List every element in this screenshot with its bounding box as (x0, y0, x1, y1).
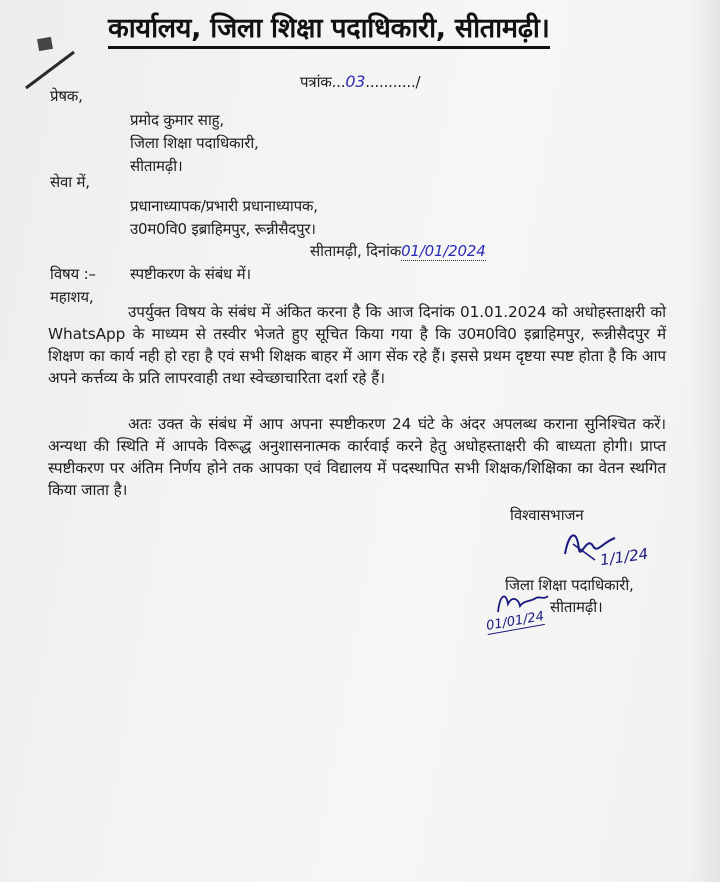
recipient-label: सेवा में, (50, 173, 90, 191)
ref-number: 03 (345, 72, 366, 91)
ref-line: पत्रांक...03.........../ (300, 72, 421, 91)
sender-name: प्रमोद कुमार साहु, (130, 111, 224, 129)
sender-designation: जिला शिक्षा पदाधिकारी, (130, 134, 259, 152)
initials-date: 01/01/24 (485, 609, 546, 634)
body-paragraph-1: उपर्युक्त विषय के संबंध में अंकित करना है कि आज दिनांक 01.01.2024 को अधोहस्ताक्षरी को WhatsApp के माध्यम से तस्वीर भेजते हुए सूचित किया गया है कि उ0म0वि0 इब्राहिमपुर, रून्नीसैदपुर में शिक्षण का कार्य नही हो रहा है एवं सभी शिक्षक बाहर में आग सेंक रहे हैं। इससे प्रथम दृष्टया स्पष्ट होता है कि आप अपने कर्त्तव्य के प्रति लापरवाही तथा स्वेच्छाचारिता दर्शा रहे हैं। (48, 303, 666, 387)
dateline (310, 241, 486, 261)
dateline-text: सीतामढ़ी, दिनांक (310, 242, 402, 260)
ref-label: पत्रांक (300, 73, 332, 91)
signature-date: 1/1/24 (598, 544, 650, 570)
salutation: महाशय, (50, 288, 94, 306)
body-paragraph-2: अतः उक्त के संबंध में आप अपना स्पष्टीकरण 24 घंटे के अंदर अपलब्ध कराना सुनिश्चित करें। अन्यथा की स्थिति में आपके विरूद्ध अनुशासनात्मक कार्रवाई करने हेतु अधोहस्ताक्षरी की बाध्यता होगी। प्राप्त स्पष्टीकरण पर अंतिम निर्णय होने तक आपका एवं विद्यालय में पदस्थापित सभी शिक्षक/शिक्षिका का वेतन स्थगित किया जाता है। (48, 415, 666, 499)
dateline-date: 01/01/2024 (401, 242, 486, 260)
recipient-line2: उ0म0वि0 इब्राहिमपुर, रून्नीसैदपुर। (130, 220, 316, 238)
subject-text: स्पष्टीकरण के संबंध में। (130, 265, 251, 283)
recipient-line1: प्रधानाध्यापक/प्रभारी प्रधानाध्यापक, (130, 197, 318, 215)
letterhead-title: कार्यालय, जिला शिक्षा पदाधिकारी, सीतामढ़ी। (108, 8, 550, 49)
sender-place: सीतामढ़ी। (130, 157, 183, 175)
closing-yours: विश्वासभाजन (510, 506, 584, 524)
closing-designation: जिला शिक्षा पदाधिकारी, (505, 576, 634, 594)
stapler-mark-icon (18, 34, 78, 94)
subject-label: विषय :– (50, 265, 96, 283)
closing-place: सीतामढ़ी। (550, 598, 603, 616)
sender-label: प्रेषक, (50, 87, 83, 105)
page-edge-shadow (690, 0, 720, 882)
